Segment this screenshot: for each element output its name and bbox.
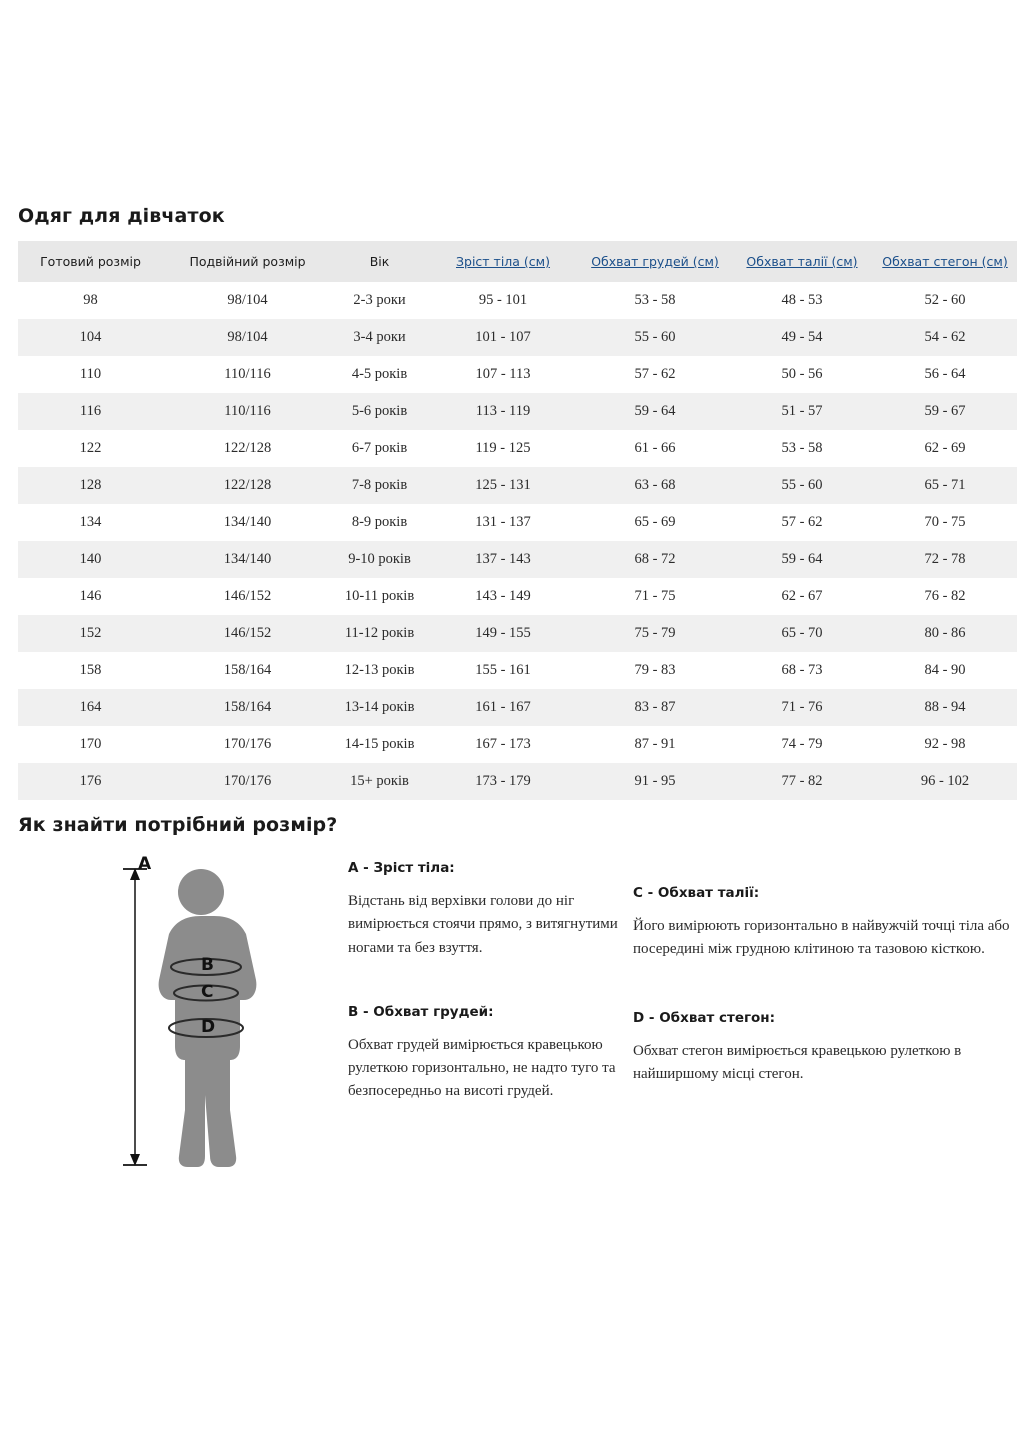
cell-age: 7-8 років: [351, 477, 408, 493]
cell-waist: 50 - 56: [781, 366, 823, 382]
measurement-body-b: Обхват грудей вимірюється кравецькою рулеткою горизонтально, не надто туго та безпосередньо на висоті грудей.: [348, 1036, 616, 1100]
cell-ready-size: 134: [79, 514, 102, 530]
cell-body-height: 95 - 101: [478, 292, 528, 308]
cell-waist: 62 - 67: [781, 588, 823, 604]
cell-hips: 52 - 60: [924, 292, 966, 308]
measurement-title-c: C - Обхват талії:: [633, 885, 760, 901]
cell-age: 6-7 років: [351, 440, 408, 456]
table-row: [18, 726, 1017, 763]
table-row: [18, 319, 1017, 356]
cell-waist: 59 - 64: [781, 551, 823, 567]
cell-age: 14-15 років: [344, 736, 415, 752]
cell-ready-size: 122: [79, 440, 102, 456]
table-row: [18, 393, 1017, 430]
cell-chest: 65 - 69: [634, 514, 676, 530]
table-row: [18, 652, 1017, 689]
cell-age: 10-11 років: [344, 588, 415, 604]
cell-chest: 53 - 58: [634, 292, 676, 308]
cell-double-size: 122/128: [223, 440, 272, 456]
cell-body-height: 101 - 107: [475, 329, 531, 345]
cell-waist: 51 - 57: [781, 403, 823, 419]
cell-double-size: 98/104: [227, 292, 268, 308]
cell-waist: 48 - 53: [781, 292, 823, 308]
cell-age: 12-13 років: [344, 662, 415, 678]
measurement-title-a: A - Зріст тіла:: [348, 860, 455, 876]
cell-hips: 88 - 94: [924, 699, 966, 715]
cell-chest: 68 - 72: [634, 551, 676, 567]
cell-double-size: 110/116: [224, 366, 271, 382]
cell-ready-size: 98: [83, 292, 98, 308]
page-title: Одяг для дівчаток: [18, 205, 225, 227]
cell-hips: 84 - 90: [924, 662, 966, 678]
cell-chest: 55 - 60: [634, 329, 676, 345]
label-d: D: [201, 1017, 216, 1037]
cell-age: 8-9 років: [351, 514, 408, 530]
cell-hips: 80 - 86: [924, 625, 966, 641]
cell-double-size: 146/152: [223, 625, 272, 641]
cell-chest: 57 - 62: [634, 366, 676, 382]
cell-age: 2-3 роки: [353, 292, 406, 308]
cell-double-size: 110/116: [224, 403, 271, 419]
cell-ready-size: 128: [79, 477, 102, 493]
cell-body-height: 149 - 155: [475, 625, 531, 641]
label-b: B: [201, 955, 214, 975]
cell-double-size: 170/176: [223, 773, 272, 789]
table-row: [18, 689, 1017, 726]
cell-hips: 62 - 69: [924, 440, 966, 456]
cell-waist: 77 - 82: [781, 773, 823, 789]
cell-ready-size: 152: [79, 625, 102, 641]
cell-body-height: 167 - 173: [475, 736, 531, 752]
table-row: [18, 763, 1017, 800]
table-row: [18, 541, 1017, 578]
cell-hips: 76 - 82: [924, 588, 966, 604]
cell-body-height: 107 - 113: [475, 366, 531, 382]
cell-chest: 61 - 66: [634, 440, 676, 456]
cell-ready-size: 158: [79, 662, 102, 678]
cell-chest: 87 - 91: [634, 736, 676, 752]
table-header-row: [18, 241, 1017, 282]
cell-age: 15+ років: [350, 773, 409, 789]
cell-body-height: 113 - 119: [475, 403, 531, 419]
cell-hips: 65 - 71: [924, 477, 966, 493]
cell-waist: 65 - 70: [781, 625, 823, 641]
table-row: [18, 356, 1017, 393]
cell-chest: 71 - 75: [634, 588, 676, 604]
cell-body-height: 119 - 125: [475, 440, 531, 456]
howto-title: Як знайти потрібний розмір?: [18, 814, 338, 836]
cell-hips: 59 - 67: [924, 403, 966, 419]
cell-double-size: 146/152: [223, 588, 272, 604]
cell-body-height: 161 - 167: [475, 699, 531, 715]
cell-hips: 56 - 64: [924, 366, 966, 382]
label-c: C: [201, 982, 214, 1002]
column-header-chest[interactable]: Обхват грудей (см): [579, 241, 731, 282]
measurement-body-a: Відстань від верхівки голови до ніг вимірюється стоячи прямо, з витягнутими ногами та без взуття.: [348, 893, 618, 956]
measurement-title-b: B - Обхват грудей:: [348, 1003, 494, 1020]
cell-ready-size: 164: [79, 699, 102, 715]
howto-section: [18, 850, 1017, 1180]
cell-hips: 92 - 98: [924, 736, 966, 752]
cell-chest: 79 - 83: [634, 662, 676, 678]
measurement-title-d: D - Обхват стегон:: [633, 1009, 776, 1026]
table-header: [18, 241, 1017, 282]
cell-age: 4-5 років: [351, 366, 408, 382]
cell-double-size: 170/176: [223, 736, 272, 752]
measurement-body-d: Обхват стегон вимірюється кравецькою рулеткою в найширшому місці стегон.: [633, 1042, 962, 1082]
cell-age: 3-4 роки: [353, 329, 406, 345]
cell-double-size: 98/104: [227, 329, 268, 345]
cell-waist: 49 - 54: [781, 329, 823, 345]
measurements-column-right: [633, 885, 1018, 1134]
cell-ready-size: 110: [79, 366, 102, 382]
cell-age: 13-14 років: [344, 699, 415, 715]
cell-age: 11-12 років: [344, 625, 415, 641]
table-body: [18, 282, 1017, 800]
cell-body-height: 125 - 131: [475, 477, 531, 493]
measurement-body-c: Його вимірюють горизонтально в найвужчій точці тіла або посередині між грудною клітиною та тазовою кісткою.: [633, 918, 1010, 958]
cell-body-height: 137 - 143: [475, 551, 531, 567]
cell-double-size: 158/164: [223, 699, 272, 715]
cell-ready-size: 146: [79, 588, 102, 604]
table-row: [18, 504, 1017, 541]
cell-waist: 57 - 62: [781, 514, 823, 530]
label-a: A: [138, 854, 152, 874]
cell-body-height: 173 - 179: [475, 773, 531, 789]
cell-hips: 72 - 78: [924, 551, 966, 567]
measurement-figure: [113, 854, 328, 1180]
cell-double-size: 158/164: [223, 662, 272, 678]
column-header-double-size: Подвійний розмір: [163, 241, 332, 282]
table-row: [18, 467, 1017, 504]
table-row: [18, 578, 1017, 615]
cell-ready-size: 140: [79, 551, 102, 567]
cell-hips: 70 - 75: [924, 514, 966, 530]
cell-age: 9-10 років: [348, 551, 411, 567]
cell-body-height: 155 - 161: [475, 662, 531, 678]
table-row: [18, 282, 1017, 319]
cell-ready-size: 104: [79, 329, 102, 345]
cell-chest: 83 - 87: [634, 699, 676, 715]
cell-waist: 68 - 73: [781, 662, 823, 678]
cell-double-size: 122/128: [223, 477, 272, 493]
cell-chest: 91 - 95: [634, 773, 676, 789]
cell-ready-size: 176: [79, 773, 102, 789]
cell-body-height: 143 - 149: [475, 588, 531, 604]
table-row: [18, 430, 1017, 467]
measurements-column-left: [348, 860, 623, 1104]
cell-hips: 54 - 62: [924, 329, 966, 345]
table-row: [18, 615, 1017, 652]
cell-waist: 71 - 76: [781, 699, 823, 715]
cell-double-size: 134/140: [223, 514, 272, 530]
content-area: [18, 205, 1017, 1180]
cell-double-size: 134/140: [223, 551, 272, 567]
cell-hips: 96 - 102: [920, 773, 970, 789]
column-header-waist[interactable]: Обхват талії (см): [731, 241, 873, 282]
cell-waist: 74 - 79: [781, 736, 823, 752]
cell-age: 5-6 років: [351, 403, 408, 419]
body-diagram-icon: [113, 860, 328, 1180]
column-header-body-height[interactable]: Зріст тіла (см): [427, 241, 579, 282]
cell-waist: 53 - 58: [781, 440, 823, 456]
size-table: [18, 241, 1017, 800]
column-header-ready-size: Готовий розмір: [18, 241, 163, 282]
cell-ready-size: 170: [79, 736, 102, 752]
cell-chest: 59 - 64: [634, 403, 676, 419]
column-header-age: Вік: [332, 241, 427, 282]
cell-waist: 55 - 60: [781, 477, 823, 493]
column-header-hips[interactable]: Обхват стегон (см): [873, 241, 1017, 282]
cell-ready-size: 116: [79, 403, 102, 419]
cell-body-height: 131 - 137: [475, 514, 531, 530]
cell-chest: 63 - 68: [634, 477, 676, 493]
cell-chest: 75 - 79: [634, 625, 676, 641]
